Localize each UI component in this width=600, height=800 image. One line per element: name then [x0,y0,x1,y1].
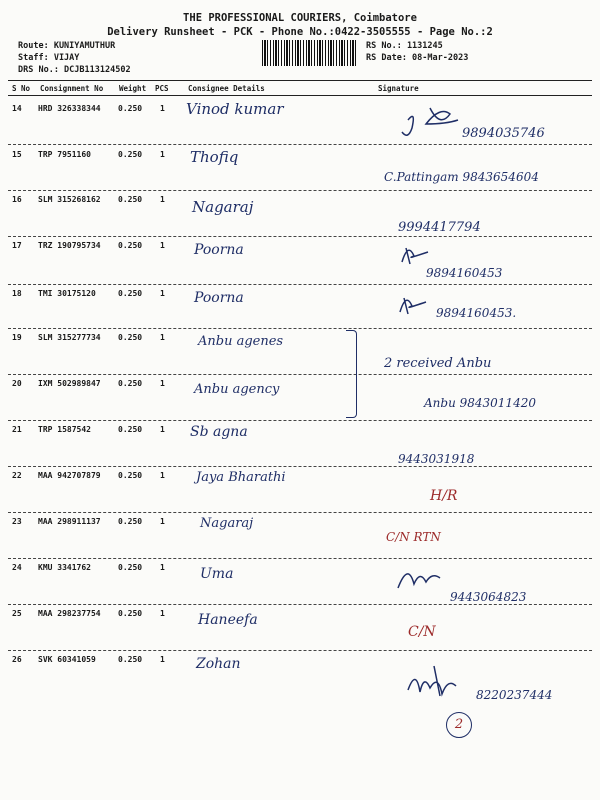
handwritten-consignee: Haneefa [198,612,258,628]
rs-date: RS Date: 08-Mar-2023 [366,53,469,63]
grouping-bracket [346,330,357,418]
table-header-rule [8,95,592,96]
row-divider [8,650,592,651]
col-sno: S No [12,84,31,93]
runsheet-title: THE PROFESSIONAL COURIERS, Coimbatore [183,12,417,24]
row-divider [8,236,592,237]
handwritten-consignee: Poorna [194,290,244,306]
signature-scribble-icon [394,560,444,596]
handwritten-consignee: Zohan [196,656,241,672]
row-divider [8,374,592,375]
table-top-rule [8,80,592,81]
row-divider [8,190,592,191]
handwritten-signature: 9443064823 [450,590,527,604]
handwritten-signature: 9894035746 [462,126,545,141]
handwritten-signature: Anbu 9843011420 [424,396,536,410]
handwritten-signature: 2 received Anbu [384,356,492,371]
runsheet-subtitle: Delivery Runsheet - PCK - Phone No.:0422-3505555 - Page No.:2 [107,26,493,38]
handwritten-consignee: Anbu agency [194,382,280,397]
handwritten-signature: C/N [408,624,436,640]
page-mark-circle: 2 [446,712,472,738]
row-divider [8,420,592,421]
row-divider [8,466,592,467]
handwritten-consignee: Anbu agenes [198,334,284,349]
signature-scribble-icon [380,98,470,148]
col-weight: Weight [119,84,147,93]
route-label: Route: KUNIYAMUTHUR [18,41,116,51]
handwritten-consignee: Sb agna [190,424,248,440]
row-divider [8,328,592,329]
barcode-image [262,40,356,66]
col-consignee: Consignee Details [188,84,265,93]
signature-scribble-icon [396,236,436,270]
handwritten-signature: H/R [430,488,458,504]
rs-number: RS No.: 1131245 [366,41,443,51]
handwritten-signature: C/N RTN [386,530,441,544]
row-divider [8,512,592,513]
row-divider [8,604,592,605]
handwritten-consignee: Nagaraj [192,198,254,216]
handwritten-consignee: Poorna [194,242,244,258]
col-pcs: PCS [155,84,169,93]
handwritten-consignee: Uma [200,566,234,582]
handwritten-signature: 9894160453. [436,306,517,320]
handwritten-consignee: Vinod kumar [186,100,284,118]
handwritten-consignee: Jaya Bharathi [196,470,286,485]
handwritten-consignee: Thofiq [190,148,239,166]
handwritten-signature: 9994417794 [398,220,481,235]
signature-scribble-icon [394,286,434,320]
drs-label: DRS No.: DCJB113124502 [18,65,131,75]
handwritten-signature: 9443031918 [398,452,475,466]
handwritten-signature: 9894160453 [426,266,503,280]
col-signature: Signature [378,84,419,93]
staff-label: Staff: VIJAY [18,53,80,63]
handwritten-signature: C.Pattingam 9843654604 [384,170,539,184]
handwritten-consignee: Nagaraj [200,516,254,531]
handwritten-signature: 8220237444 [476,688,553,702]
row-divider [8,558,592,559]
row-divider [8,284,592,285]
signature-scribble-icon [404,660,474,704]
row-divider [8,144,592,145]
col-consignment: Consignment No [40,84,104,93]
